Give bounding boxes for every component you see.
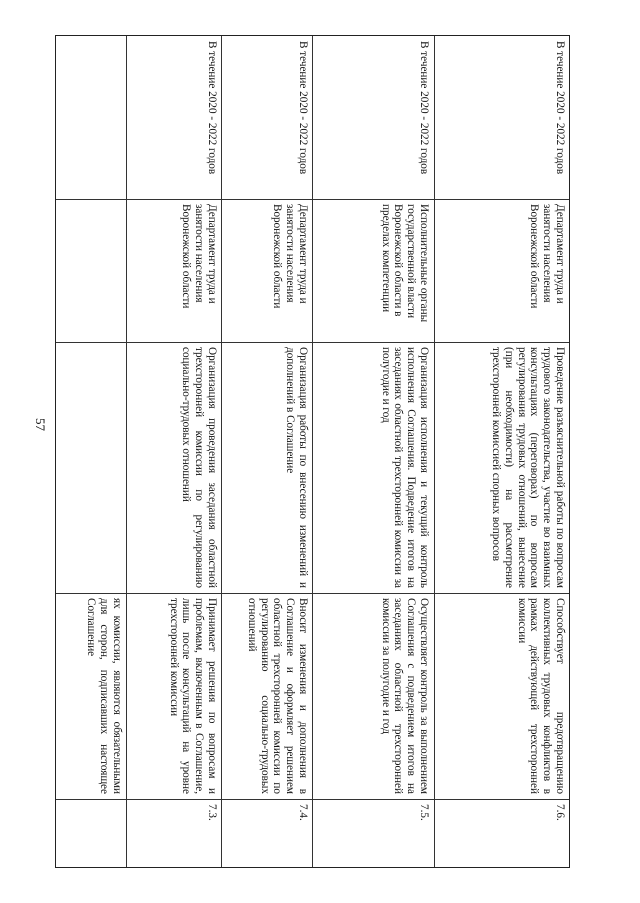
cell-wrapper <box>438 598 566 794</box>
cell-wrapper <box>130 41 218 194</box>
cell-wrapper <box>316 41 430 194</box>
criterion-cell: Вносит изменения и дополнения в Соглашение и оформляет решением областной трехсторонней комиссии по регулированию социально-трудовых отношений <box>245 598 309 794</box>
deadline-cell: В течение 2020 - 2022 годов <box>297 41 309 175</box>
cell-wrapper <box>316 347 430 588</box>
row-separator <box>434 36 435 867</box>
executor-cell: Департамент труда и занятости населения Воронежской области <box>180 204 218 309</box>
cell-wrapper <box>438 204 566 337</box>
cell-wrapper <box>130 204 218 337</box>
executor-cell: Департамент труда и занятости населения Воронежской области <box>528 204 566 309</box>
criterion-cell: Осуществляет контроль за выполнением Соглашения с подведением итогов на заседаниях областной трехсторонней комиссии за полугодие и год <box>379 598 430 794</box>
item-number: 7.4. <box>297 804 309 821</box>
cell-wrapper <box>438 41 566 194</box>
item-number: 7.3. <box>206 804 218 821</box>
cell-wrapper <box>130 598 218 794</box>
row-separator <box>221 36 222 867</box>
cell-wrapper <box>225 598 309 794</box>
executor-cell: Департамент труда и занятости населения Воронежской области <box>271 204 309 309</box>
cell-wrapper <box>225 347 309 588</box>
cell-wrapper <box>130 347 218 588</box>
cell-wrapper <box>316 598 430 794</box>
item-number: 7.6. <box>554 804 566 821</box>
table-row <box>316 804 430 864</box>
measure-cell: Организация проведения заседания областной трехсторонней комиссии по регулированию социально-трудовых отношений <box>180 347 218 588</box>
table-row <box>225 804 309 864</box>
cell-wrapper <box>438 347 566 588</box>
criterion-cell: Способствует предотвращению коллективных трудовых конфликтов в рамках действующей трехсторонней комиссии <box>515 598 566 794</box>
measure-cell: Организация работы по внесению изменений и дополнений в Соглашение <box>284 347 309 588</box>
table-row <box>130 804 218 864</box>
item-number: 7.5. <box>418 804 430 821</box>
measure-cell: Организация исполнения и текущий контроль исполнения Соглашения. Подведение итогов на заседаниях областной трехсторонней комиссии за полугодие и год <box>379 347 430 588</box>
criterion-cell: Принимает решения по вопросам и проблемам, включенным в Соглашение, лишь после консультаций на уровне трехсторонней комиссии <box>167 598 218 794</box>
measures-table <box>55 35 570 868</box>
deadline-cell: В течение 2020 - 2022 годов <box>206 41 218 175</box>
row-separator <box>126 36 127 867</box>
cell-wrapper <box>316 204 430 337</box>
cell-wrapper <box>225 204 309 337</box>
deadline-cell: В течение 2020 - 2022 годов <box>418 41 430 175</box>
criterion-cell: ях комиссии, являются обязательными для сторон, подписавших настоящее Соглашение <box>85 598 123 794</box>
page-number: 57 <box>33 418 48 431</box>
row-separator <box>312 36 313 867</box>
executor-cell: Исполнительные органы государственной власти Воронежской области в пределах компетенции <box>379 204 430 323</box>
cell-wrapper <box>225 41 309 194</box>
measure-cell: Проведение разъяснительной работы по вопросам трудового законодательства, участие во взаимных консультациях (переговорах) по вопросам регулирования трудовых отношений, вынесение (при необходимости) на рассмотрение трехсторонней комиссией спорных вопросов <box>490 347 566 588</box>
table-row <box>438 804 566 864</box>
table-row <box>61 598 123 794</box>
deadline-cell: В течение 2020 - 2022 годов <box>554 41 566 175</box>
